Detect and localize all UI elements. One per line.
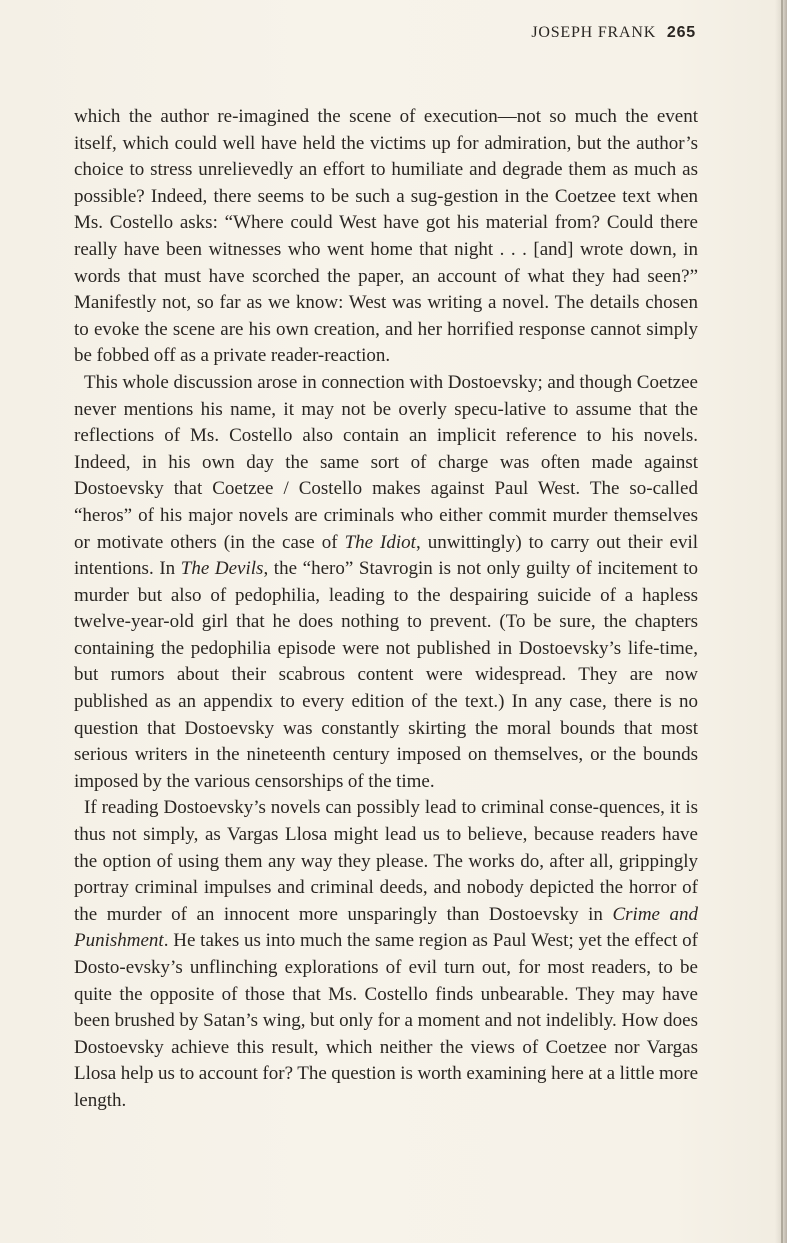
text-run: If reading Dostoevsky’s novels can possibly lead to criminal conse-quences, it is thus not simply, as Vargas Llosa might lead us to believe, because readers have the option of using them any way they please. The works do, after all, grippingly portray criminal impulses and criminal deeds, and nobody depicted the horror of the murder of an innocent more unsparingly than Dostoevsky in — [74, 797, 698, 925]
paragraph — [74, 104, 698, 370]
book-title-the-devils: The Devils — [180, 558, 264, 580]
text-run: which the author re-imagined the scene of execution—not so much the event itself, which could well have held the victims up for admiration, but the author’s choice to stress unrelievedly an effort to humiliate and degrade them as much as possible? Indeed, there seems to be such a sug-gestion in the Coetzee text when Ms. Costello asks: “Where could West have got his material from? Could there really have been witnesses who went home that night . . . [and] wrote down, in words that must have scorched the paper, an account of what they had seen?” Manifestly not, so far as we know: West was writing a novel. The details chosen to evoke the scene are his own creation, and her horrified response cannot simply be fobbed off as a private reader-reaction. — [74, 106, 698, 367]
text-run: . He takes us into much the same region as Paul West; yet the effect of Dosto-evsky’s unflinching explorations of evil turn out, for most readers, to be quite the opposite of those that Ms. Costello finds unbearable. They may have been brushed by Satan’s wing, but only for a moment and not indelibly. How does Dostoevsky achieve this result, which neither the views of Coetzee nor Vargas Llosa help us to account for? The question is worth examining here at a little more length. — [74, 930, 699, 1111]
page-number: 265 — [666, 24, 696, 41]
paragraph — [74, 795, 698, 1114]
text-run: , unwittingly) to carry out their evil intentions. In — [74, 531, 699, 580]
book-title-crime-and-punishment: Crime and Punishment — [74, 903, 698, 952]
body-text — [74, 104, 698, 1115]
text-run: , the “hero” Stavrogin is not only guilty of incitement to murder but also of pedophilia, leading to the despairing suicide of a hapless twelve-year-old girl that he does nothing to prevent. (To be sure, the chapters containing the pedophilia episode were not published in Dostoevsky’s life-time, but rumors about their scabrous content were widespread. They are now published as an appendix to every edition of the text.) In any case, there is no question that Dostoevsky was constantly skirting the moral bounds that most serious writers in the nineteenth century imposed on themselves, or the bounds imposed by the various censorships of the time. — [74, 558, 698, 792]
page-edge-line — [781, 0, 783, 1243]
book-title-the-idiot: The Idiot — [344, 531, 416, 553]
running-head-author: JOSEPH FRANK — [531, 24, 657, 41]
paragraph — [74, 370, 698, 796]
text-run: This whole discussion arose in connection with Dostoevsky; and though Coetzee never mentions his name, it may not be overly specu-lative to assume that the reflections of Ms. Costello also contain an implicit reference to his novels. Indeed, in his own day the same sort of charge was often made against Dostoevsky that Coetzee / Costello makes against Paul West. The so-called “heros” of his major novels are criminals who either commit murder themselves or motivate others (in the case of — [74, 371, 698, 553]
running-head — [531, 24, 696, 42]
